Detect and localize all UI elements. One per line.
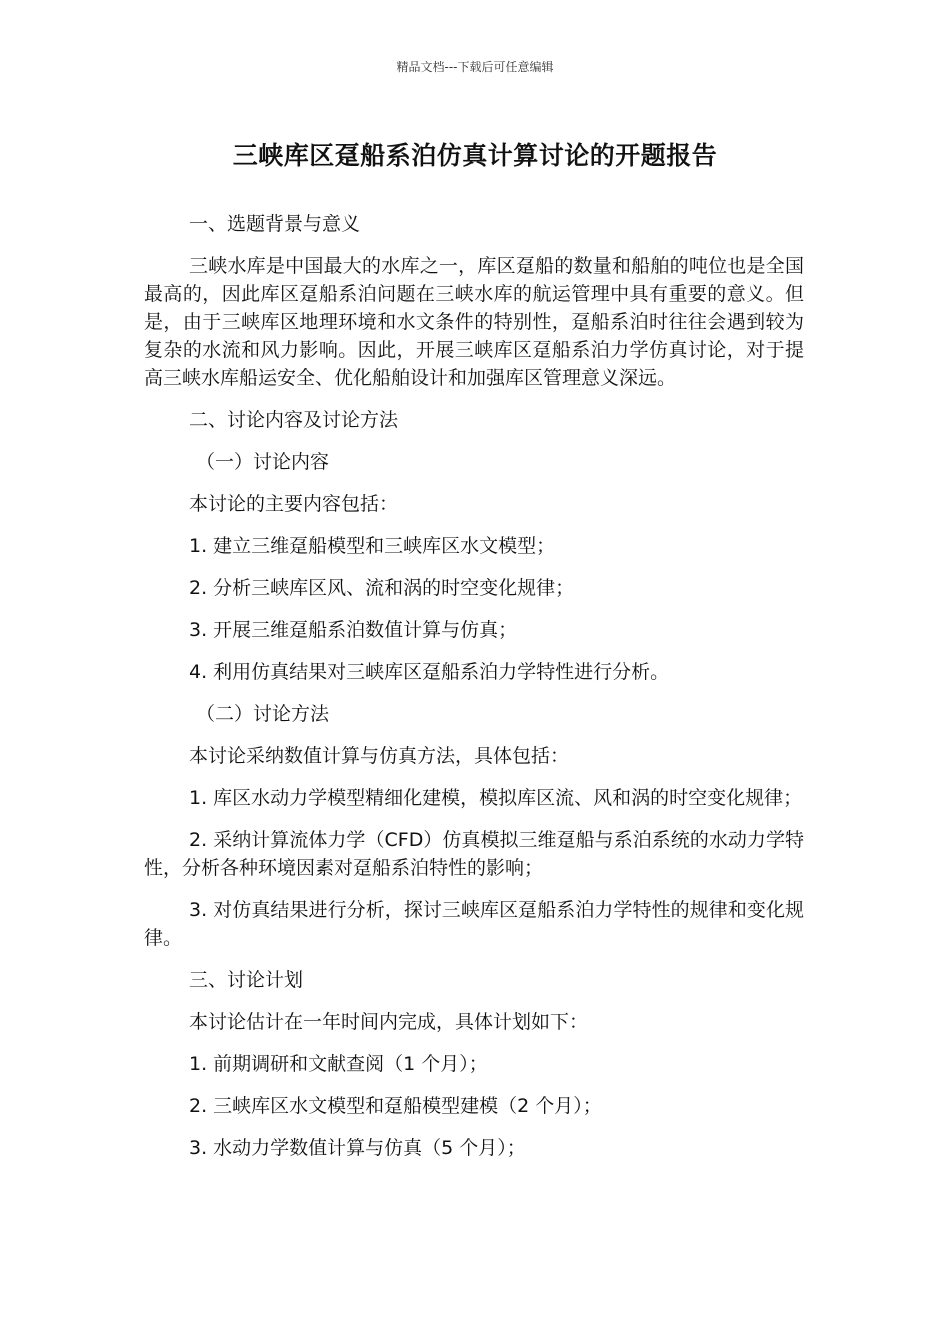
subsection-heading-method: （二）讨论方法	[196, 703, 330, 725]
list-item-method-1: 1. 库区水动力学模型精细化建模，模拟库区流、风和涡的时空变化规律；	[189, 787, 803, 809]
list-item-method-3: 3. 对仿真结果进行分析，探讨三峡库区趸船系泊力学特性的规律和变化规律。	[144, 899, 804, 949]
section-heading-background: 一、选题背景与意义	[189, 213, 361, 235]
list-item-content-3: 3. 开展三维趸船系泊数值计算与仿真；	[189, 619, 518, 641]
paragraph-background: 三峡水库是中国最大的水库之一，库区趸船的数量和船舶的吨位也是全国最高的，因此库区趸船系泊问题在三峡水库的航运管理中具有重要的意义。但是，由于三峡库区地理环境和水文条件的特别性，趸船系泊时往往会遇到较为复杂的水流和风力影响。因此，开展三峡库区趸船系泊力学仿真讨论，对于提高三峡水库船运安全、优化船舶设计和加强库区管理意义深远。	[144, 255, 804, 389]
list-item-plan-3: 3. 水动力学数值计算与仿真（5 个月）；	[189, 1137, 526, 1159]
list-item-plan-2: 2. 三峡库区水文模型和趸船模型建模（2 个月）；	[189, 1095, 602, 1117]
list-item-plan-1: 1. 前期调研和文献查阅（1 个月）；	[189, 1053, 488, 1075]
list-item-method-2: 2. 采纳计算流体力学（CFD）仿真模拟三维趸船与系泊系统的水动力学特性，分析各种环境因素对趸船系泊特性的影响；	[144, 829, 804, 879]
paragraph-method-intro: 本讨论采纳数值计算与仿真方法，具体包括：	[189, 745, 570, 767]
document-body	[144, 210, 804, 1176]
list-item-content-2: 2. 分析三峡库区风、流和涡的时空变化规律；	[189, 577, 575, 599]
header-note: 精品文档---下载后可任意编辑	[396, 60, 554, 74]
section-heading-content-method: 二、讨论内容及讨论方法	[189, 409, 399, 431]
paragraph-content-intro: 本讨论的主要内容包括：	[189, 493, 399, 515]
list-item-content-1: 1. 建立三维趸船模型和三峡库区水文模型；	[189, 535, 556, 557]
list-item-content-4: 4. 利用仿真结果对三峡库区趸船系泊力学特性进行分析。	[189, 661, 670, 683]
document-title: 三峡库区趸船系泊仿真计算讨论的开题报告	[232, 141, 718, 170]
paragraph-plan-intro: 本讨论估计在一年时间内完成，具体计划如下：	[189, 1011, 589, 1033]
section-heading-plan: 三、讨论计划	[189, 969, 304, 991]
subsection-heading-content: （一）讨论内容	[196, 451, 330, 473]
